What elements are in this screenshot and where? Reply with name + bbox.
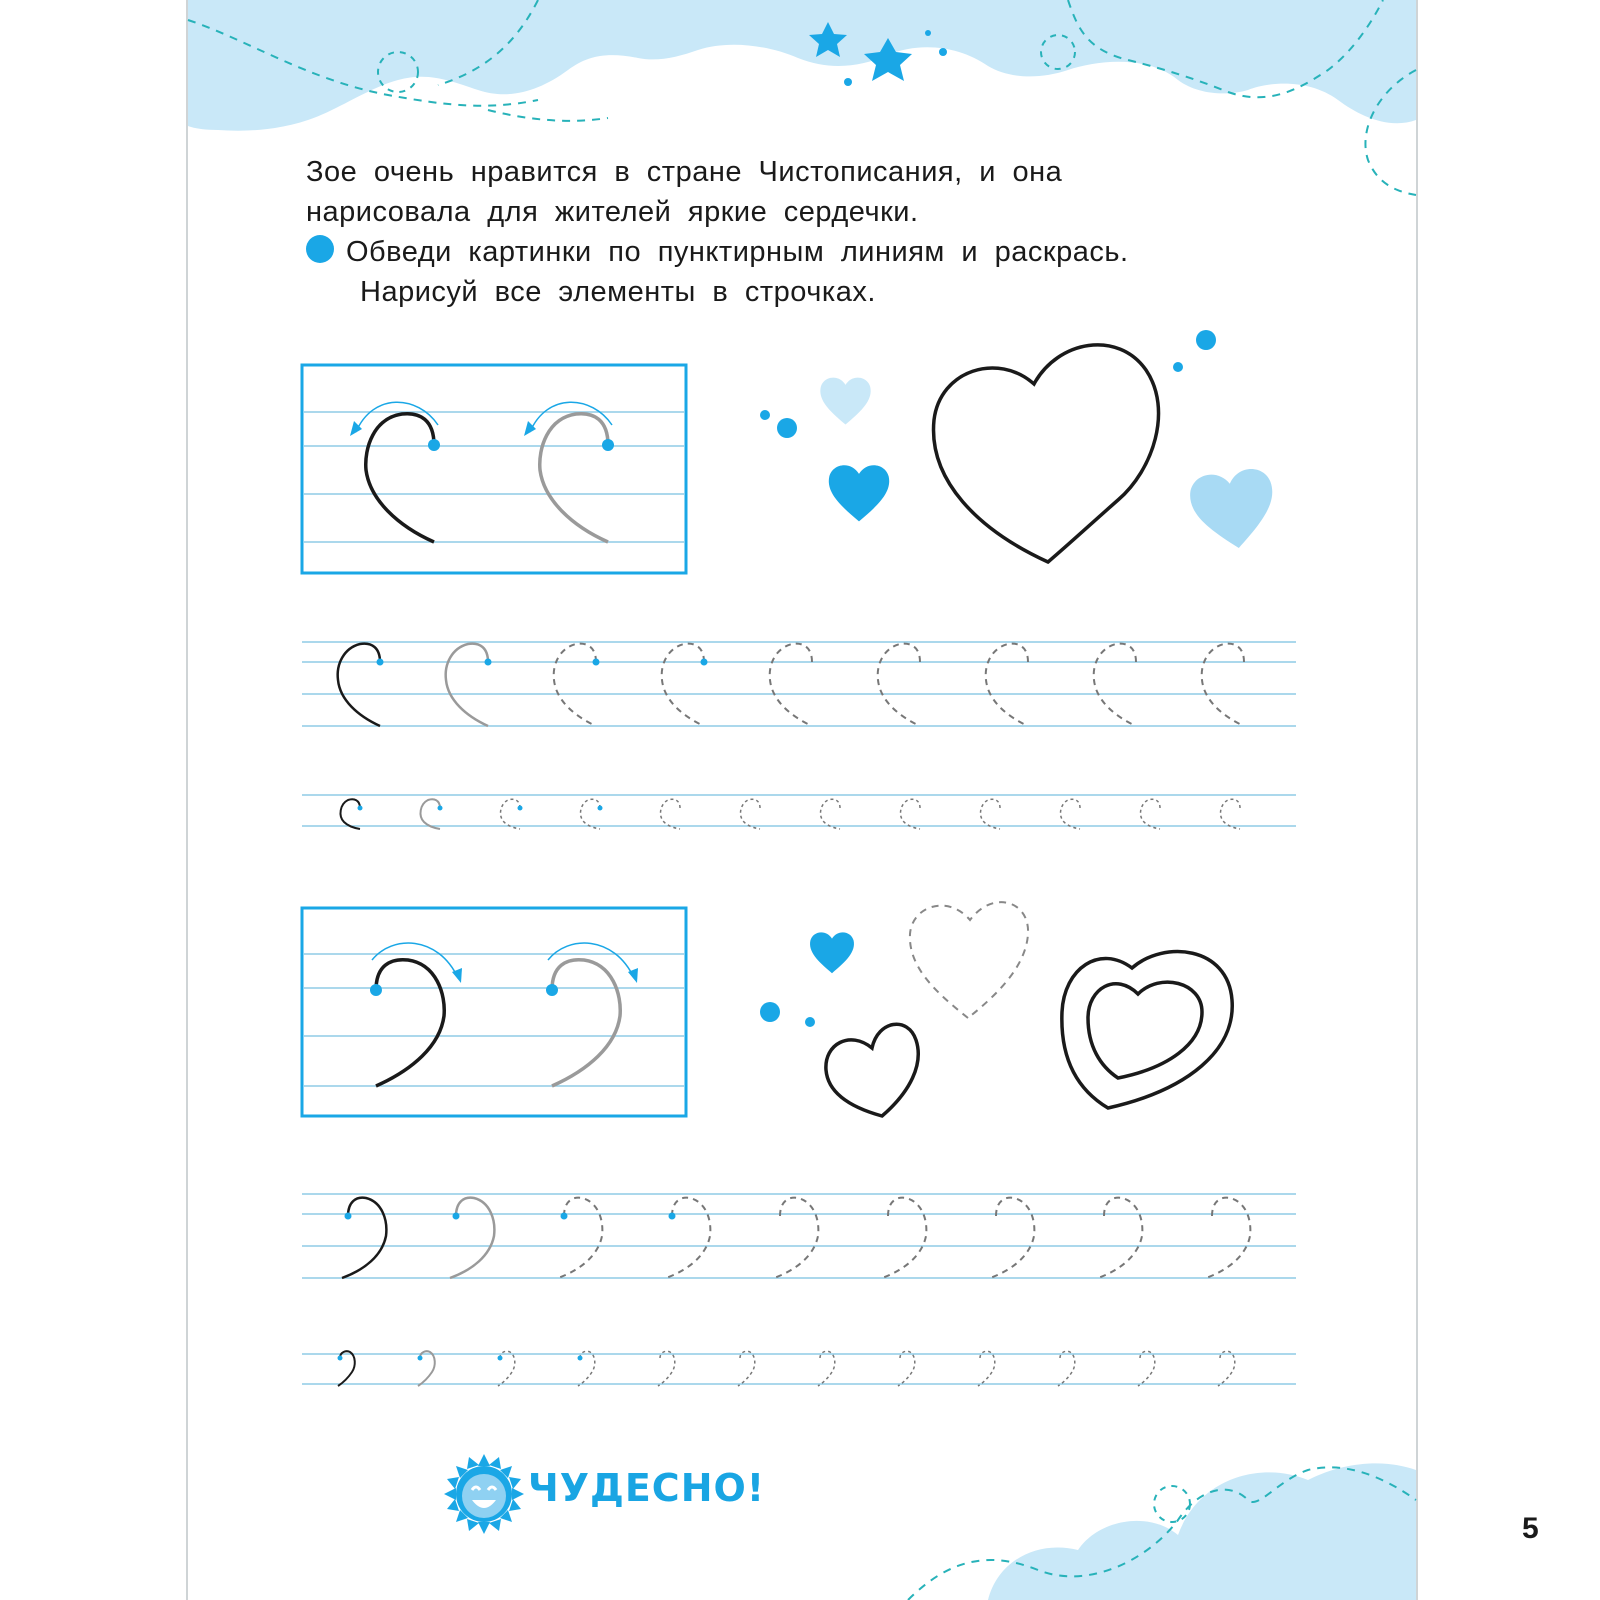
hearts-group-1 xyxy=(760,330,1280,562)
intro-text xyxy=(306,152,1226,232)
example-box-2 xyxy=(302,908,686,1116)
example-box-1 xyxy=(302,365,686,573)
page-number: 5 xyxy=(1522,1512,1539,1545)
heart-icon xyxy=(1187,466,1279,553)
heart-icon xyxy=(829,465,889,521)
heart-icon xyxy=(934,345,1159,562)
bullet-icon xyxy=(306,235,334,263)
heart-icon xyxy=(910,902,1028,1018)
praise-label: ЧУДЕСНО! xyxy=(528,1466,766,1510)
trace-row-2-large xyxy=(302,1194,1296,1278)
bottom-cloud xyxy=(908,1463,1416,1600)
trace-row-2-small xyxy=(302,1351,1296,1386)
workbook-page xyxy=(186,0,1539,1600)
trace-row-1-large xyxy=(302,642,1296,726)
heart-icon xyxy=(826,1024,918,1116)
hearts-group-2 xyxy=(760,902,1232,1116)
heart-icon xyxy=(810,932,854,973)
task-line-2: Нарисуй все элементы в строчках. xyxy=(360,276,876,308)
task-line-1: Обведи картинки по пунктирным линиям и раскрась. xyxy=(346,236,1129,268)
task-instruction xyxy=(306,232,1226,312)
trace-row-1-small xyxy=(302,795,1296,829)
intro-line-2: нарисовала для жителей яркие сердечки. xyxy=(306,196,919,228)
intro-line-1: Зое очень нравится в стране Чистописания, и она xyxy=(306,156,1063,188)
sun-icon xyxy=(444,1454,524,1534)
heart-icon xyxy=(820,378,870,425)
